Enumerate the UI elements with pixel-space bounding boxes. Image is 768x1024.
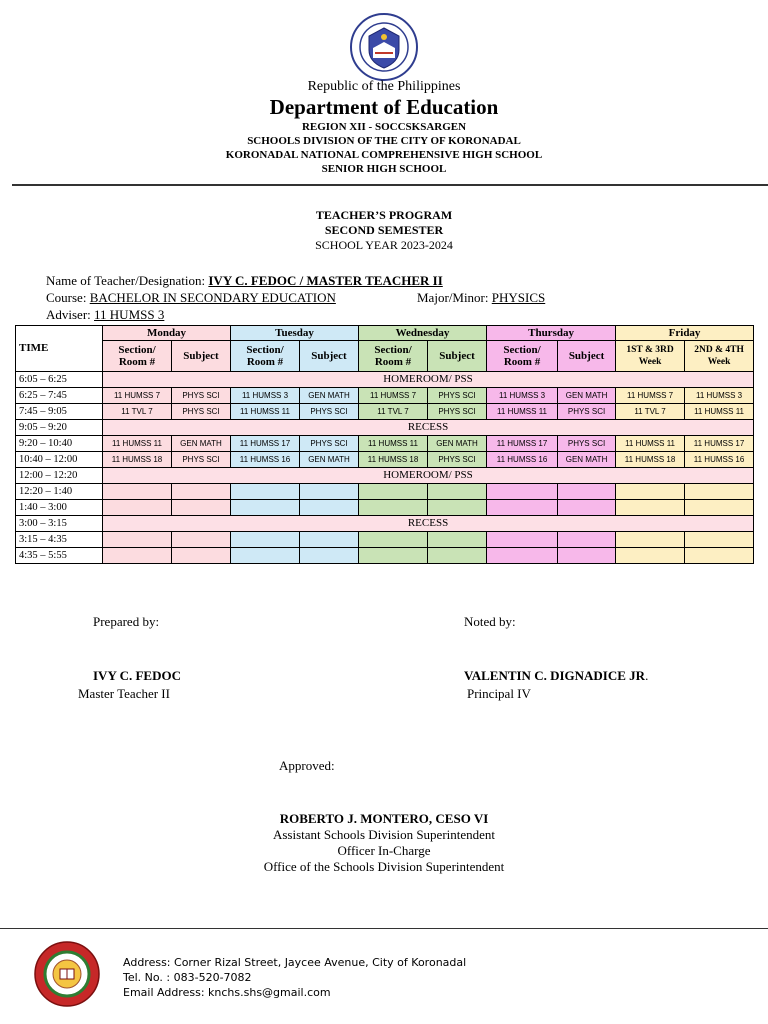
adviser-label: Adviser: (46, 307, 91, 322)
cell-friday-week1: 11 HUMSS 18 (616, 452, 685, 468)
cell-thursday-section (487, 548, 558, 564)
time-cell: 9:05 – 9:20 (16, 420, 103, 436)
cell-wednesday-subject: GEN MATH (428, 436, 487, 452)
cell-wednesday-subject: PHYS SCI (428, 404, 487, 420)
cell-tuesday-section: 11 HUMSS 3 (231, 388, 300, 404)
cell-wednesday-section: 11 HUMSS 11 (359, 436, 428, 452)
cell-thursday-section (487, 532, 558, 548)
cell-friday-week2 (685, 484, 754, 500)
col-section-thursday: Section/ Room # (487, 341, 558, 372)
teacher-name-row (46, 273, 443, 289)
full-row-label: RECESS (103, 420, 754, 436)
schedule-row (16, 532, 754, 548)
cell-monday-subject: GEN MATH (172, 436, 231, 452)
cell-thursday-section (487, 500, 558, 516)
cell-monday-section: 11 HUMSS 11 (103, 436, 172, 452)
footer-address: Address: Corner Rizal Street, Jaycee Avenue, City of Koronadal (123, 956, 467, 969)
cell-tuesday-subject (300, 500, 359, 516)
approved-label: Approved: (279, 758, 335, 773)
department-title: Department of Education (269, 95, 499, 119)
cell-friday-week2 (685, 532, 754, 548)
schedule-row (16, 468, 754, 484)
cell-wednesday-subject: PHYS SCI (428, 452, 487, 468)
noted-name: VALENTIN C. DIGNADICE JR (464, 668, 646, 683)
cell-friday-week2: 11 HUMSS 17 (685, 436, 754, 452)
schedule-row (16, 388, 754, 404)
program-semester: SECOND SEMESTER (324, 223, 444, 237)
cell-wednesday-section (359, 532, 428, 548)
cell-wednesday-subject (428, 532, 487, 548)
cell-wednesday-section: 11 HUMSS 18 (359, 452, 428, 468)
schedule-row (16, 452, 754, 468)
cell-thursday-subject: PHYS SCI (558, 404, 616, 420)
cell-tuesday-section (231, 532, 300, 548)
cell-monday-section: 11 TVL 7 (103, 404, 172, 420)
schedule-row (16, 436, 754, 452)
day-header-wednesday: Wednesday (359, 326, 487, 341)
cell-monday-subject (172, 548, 231, 564)
cell-monday-section: 11 HUMSS 18 (103, 452, 172, 468)
header-divider (12, 184, 768, 186)
col-subject-tuesday: Subject (300, 341, 359, 372)
prepared-title: Master Teacher II (78, 686, 170, 701)
prepared-name: IVY C. FEDOC (93, 668, 181, 683)
cell-friday-week2 (685, 548, 754, 564)
cell-thursday-subject (558, 484, 616, 500)
schedule-row (16, 420, 754, 436)
cell-friday-week2: 11 HUMSS 11 (685, 404, 754, 420)
cell-friday-week1 (616, 532, 685, 548)
time-cell: 1:40 – 3:00 (16, 500, 103, 516)
col-friday-week2: 2ND & 4TH Week (685, 341, 754, 372)
cell-thursday-section: 11 HUMSS 16 (487, 452, 558, 468)
cell-thursday-section: 11 HUMSS 17 (487, 436, 558, 452)
cell-tuesday-subject: PHYS SCI (300, 404, 359, 420)
cell-monday-section (103, 548, 172, 564)
time-cell: 7:45 – 9:05 (16, 404, 103, 420)
cell-tuesday-subject: PHYS SCI (300, 436, 359, 452)
program-school-year: SCHOOL YEAR 2023-2024 (315, 238, 453, 252)
cell-thursday-subject: PHYS SCI (558, 436, 616, 452)
time-cell: 12:20 – 1:40 (16, 484, 103, 500)
cell-wednesday-section: 11 HUMSS 7 (359, 388, 428, 404)
cell-tuesday-section (231, 500, 300, 516)
cell-friday-week1 (616, 484, 685, 500)
schedule-row (16, 484, 754, 500)
schedule-row (16, 404, 754, 420)
course-value: BACHELOR IN SECONDARY EDUCATION (89, 290, 336, 305)
cell-friday-week1 (616, 548, 685, 564)
day-header-monday: Monday (103, 326, 231, 341)
cell-monday-subject: PHYS SCI (172, 388, 231, 404)
approved-title-1: Assistant Schools Division Superintendent (272, 827, 496, 842)
course-label: Course: (46, 290, 87, 305)
adviser-row (46, 307, 164, 323)
cell-tuesday-subject (300, 484, 359, 500)
full-row-label: HOMEROOM/ PSS (103, 468, 754, 484)
cell-wednesday-subject (428, 500, 487, 516)
time-header: TIME (16, 326, 103, 372)
cell-wednesday-section: 11 TVL 7 (359, 404, 428, 420)
col-section-tuesday: Section/ Room # (231, 341, 300, 372)
cell-monday-subject: PHYS SCI (172, 452, 231, 468)
sub-header-row (16, 341, 754, 372)
time-cell: 6:25 – 7:45 (16, 388, 103, 404)
cell-friday-week1 (616, 500, 685, 516)
cell-friday-week1: 11 TVL 7 (616, 404, 685, 420)
noted-name-row (464, 668, 648, 684)
cell-tuesday-subject: GEN MATH (300, 388, 359, 404)
cell-tuesday-section: 11 HUMSS 16 (231, 452, 300, 468)
cell-tuesday-section: 11 HUMSS 17 (231, 436, 300, 452)
cell-tuesday-section (231, 484, 300, 500)
cell-thursday-subject (558, 548, 616, 564)
cell-monday-section (103, 532, 172, 548)
region-line: REGION XII - SOCCSKSARGEN (301, 121, 467, 133)
cell-monday-subject (172, 532, 231, 548)
cell-monday-section (103, 500, 172, 516)
col-subject-thursday: Subject (558, 341, 616, 372)
cell-wednesday-subject (428, 484, 487, 500)
cell-thursday-section: 11 HUMSS 3 (487, 388, 558, 404)
cell-friday-week2: 11 HUMSS 16 (685, 452, 754, 468)
cell-wednesday-section (359, 500, 428, 516)
day-header-friday: Friday (616, 326, 754, 341)
cell-wednesday-section (359, 548, 428, 564)
prepared-by-label: Prepared by: (93, 614, 160, 629)
teacher-name-value: IVY C. FEDOC / MASTER TEACHER II (208, 273, 443, 288)
major-row (417, 290, 545, 306)
cell-friday-week1: 11 HUMSS 11 (616, 436, 685, 452)
cell-tuesday-subject: GEN MATH (300, 452, 359, 468)
school-logo-icon (33, 940, 101, 1008)
republic-line: Republic of the Philippines (307, 79, 461, 94)
schedule-row (16, 516, 754, 532)
deped-seal-icon (349, 12, 419, 82)
schedule-row (16, 500, 754, 516)
full-row-label: HOMEROOM/ PSS (103, 372, 754, 388)
cell-thursday-section: 11 HUMSS 11 (487, 404, 558, 420)
col-friday-week1: 1ST & 3RD Week (616, 341, 685, 372)
cell-tuesday-subject (300, 548, 359, 564)
cell-thursday-section (487, 484, 558, 500)
cell-thursday-subject: GEN MATH (558, 388, 616, 404)
cell-thursday-subject: GEN MATH (558, 452, 616, 468)
cell-thursday-subject (558, 500, 616, 516)
approved-name: ROBERTO J. MONTERO, CESO VI (279, 811, 489, 826)
time-cell: 10:40 – 12:00 (16, 452, 103, 468)
noted-title: Principal IV (467, 686, 531, 701)
noted-name-period: . (645, 668, 649, 683)
adviser-value: 11 HUMSS 3 (94, 307, 165, 322)
cell-monday-section (103, 484, 172, 500)
cell-thursday-subject (558, 532, 616, 548)
cell-monday-subject (172, 484, 231, 500)
cell-wednesday-section (359, 484, 428, 500)
approved-title-3: Office of the Schools Division Superintendent (263, 859, 505, 874)
day-header-thursday: Thursday (487, 326, 616, 341)
cell-monday-section: 11 HUMSS 7 (103, 388, 172, 404)
time-cell: 6:05 – 6:25 (16, 372, 103, 388)
cell-tuesday-section (231, 548, 300, 564)
cell-monday-subject (172, 500, 231, 516)
day-header-row (16, 326, 754, 341)
footer-email: Email Address: knchs.shs@gmail.com (123, 986, 331, 999)
cell-friday-week2: 11 HUMSS 3 (685, 388, 754, 404)
col-section-monday: Section/ Room # (103, 341, 172, 372)
level-line: SENIOR HIGH SCHOOL (321, 163, 447, 175)
footer-tel: Tel. No. : 083-520-7082 (123, 971, 252, 984)
col-section-wednesday: Section/ Room # (359, 341, 428, 372)
cell-monday-subject: PHYS SCI (172, 404, 231, 420)
schedule-row (16, 548, 754, 564)
major-value: PHYSICS (491, 290, 546, 305)
teacher-name-label: Name of Teacher/Designation: (46, 273, 206, 288)
noted-by-label: Noted by: (464, 614, 516, 629)
school-line: KORONADAL NATIONAL COMPREHENSIVE HIGH SCHOOL (225, 149, 543, 161)
cell-wednesday-subject (428, 548, 487, 564)
major-label: Major/Minor: (417, 290, 489, 305)
footer-divider (0, 928, 768, 929)
course-row (46, 290, 336, 306)
full-row-label: RECESS (103, 516, 754, 532)
cell-tuesday-subject (300, 532, 359, 548)
col-subject-wednesday: Subject (428, 341, 487, 372)
col-subject-monday: Subject (172, 341, 231, 372)
day-header-tuesday: Tuesday (231, 326, 359, 341)
schedule-table (15, 325, 754, 564)
schedule-row (16, 372, 754, 388)
time-cell: 3:15 – 4:35 (16, 532, 103, 548)
time-cell: 3:00 – 3:15 (16, 516, 103, 532)
time-cell: 9:20 – 10:40 (16, 436, 103, 452)
program-title: TEACHER’S PROGRAM (315, 208, 453, 222)
approved-title-2: Officer In-Charge (337, 843, 431, 858)
cell-friday-week2 (685, 500, 754, 516)
time-cell: 12:00 – 12:20 (16, 468, 103, 484)
cell-friday-week1: 11 HUMSS 7 (616, 388, 685, 404)
division-line: SCHOOLS DIVISION OF THE CITY OF KORONADAL (247, 135, 521, 147)
time-cell: 4:35 – 5:55 (16, 548, 103, 564)
cell-tuesday-section: 11 HUMSS 11 (231, 404, 300, 420)
cell-wednesday-subject: PHYS SCI (428, 388, 487, 404)
